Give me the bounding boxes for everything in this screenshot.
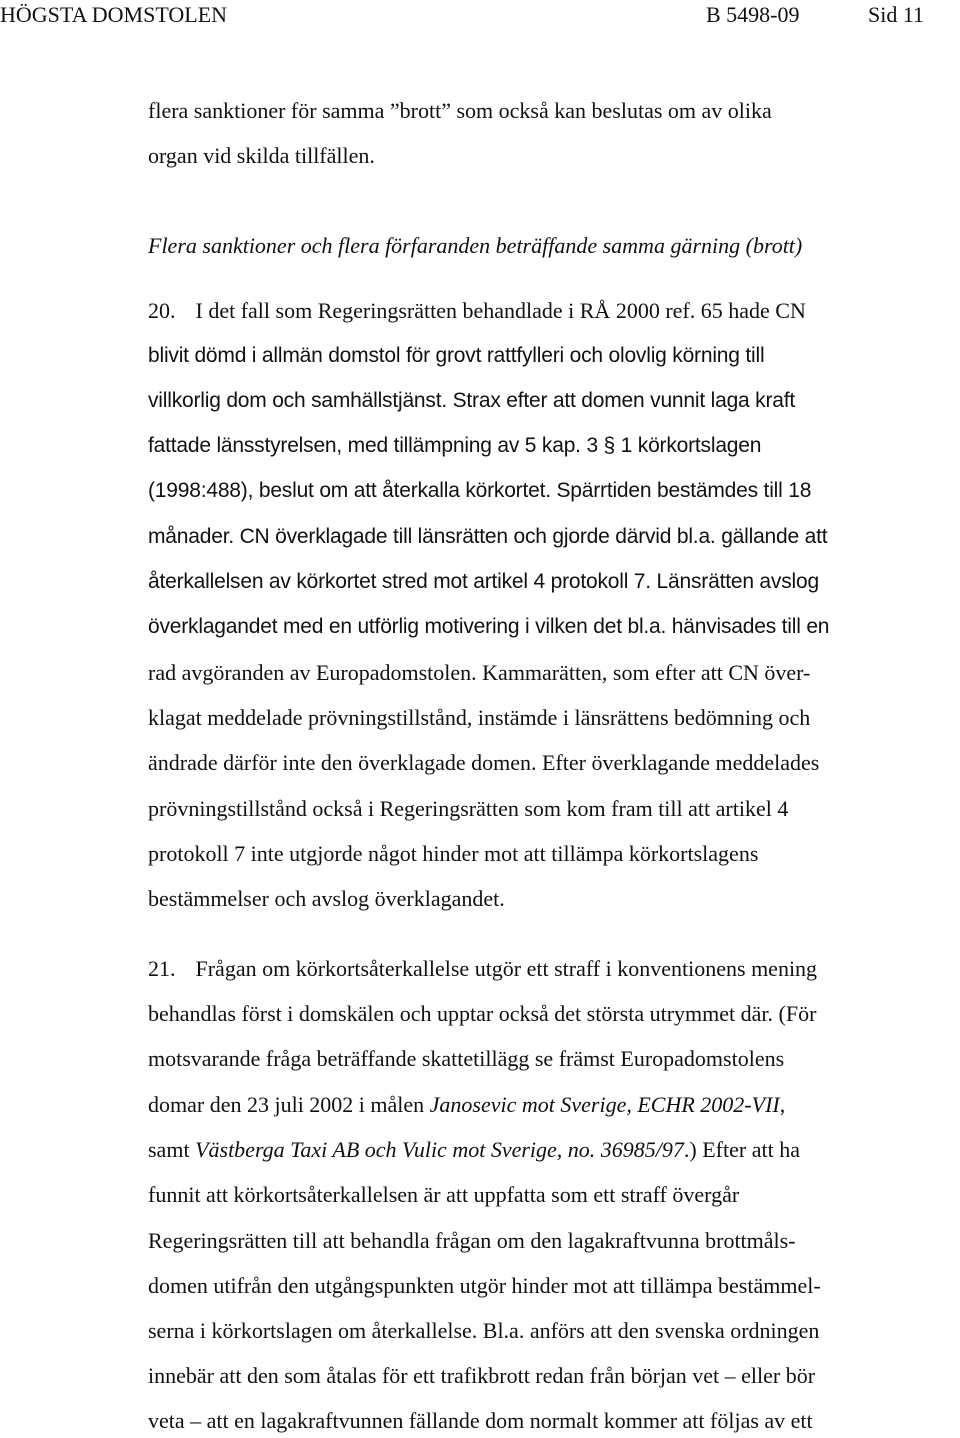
- para-20-number: 20.: [148, 298, 176, 323]
- para-21-number: 21.: [148, 956, 176, 981]
- para-20-first-line: [148, 296, 806, 326]
- para-21-line-4-text: domar den 23 juli 2002 i målen: [148, 1092, 430, 1117]
- intro-line-1: flera sanktioner för samma ”brott” som också kan beslutas om av olika: [148, 98, 772, 123]
- para-20-line-1: I det fall som Regeringsrätten behandlade i RÅ 2000 ref. 65 hade CN: [195, 298, 806, 323]
- para-21-line-9: serna i körkortslagen om återkallelse. Bl.a. anförs att den svenska ordningen: [148, 1318, 820, 1343]
- para-21-line-5: [148, 1135, 800, 1165]
- para-21-line-7: Regeringsrätten till att behandla frågan om den lagakraftvunna brottmåls-: [148, 1228, 796, 1253]
- para-21-line-6: funnit att körkortsåterkallelsen är att uppfatta som ett straff övergår: [148, 1182, 740, 1207]
- para-20-line-8: överklagandet med en utförlig motivering i vilken det bl.a. hänvisades till en: [148, 615, 830, 638]
- case-number: B 5498-09: [706, 2, 800, 27]
- page-number: Sid 11: [868, 2, 925, 27]
- para-21-line-2: behandlas först i domskälen och upptar också det största utrymmet där. (För: [148, 1001, 817, 1026]
- case-citation-janosevic: Janosevic mot Sverige, ECHR 2002-VII: [429, 1092, 780, 1117]
- para-21-line-5-text: samt: [148, 1137, 196, 1162]
- para-20-line-2: blivit dömd i allmän domstol för grovt rattfylleri och olovlig körning till: [148, 344, 765, 367]
- page-header: [0, 0, 960, 30]
- para-21-line-11: veta – att en lagakraftvunnen fällande dom normalt kommer att följas av ett: [148, 1408, 813, 1433]
- para-21-line-8: domen utifrån den utgångspunkten utgör hinder mot att tillämpa bestämmel-: [148, 1273, 821, 1298]
- para-20-line-3: villkorlig dom och samhällstjänst. Strax efter att domen vunnit laga kraft: [148, 389, 795, 412]
- para-20-line-12: prövningstillstånd också i Regeringsrätten som kom fram till att artikel 4: [148, 796, 789, 821]
- section-heading: Flera sanktioner och flera förfaranden beträffande samma gärning (brott): [148, 233, 803, 258]
- para-20-line-7: återkallelsen av körkortet stred mot artikel 4 protokoll 7. Länsrätten avslog: [148, 570, 819, 593]
- para-20-line-14: bestämmelser och avslog överklagandet.: [148, 886, 505, 911]
- para-20-line-5: (1998:488), beslut om att återkalla körkortet. Spärrtiden bestämdes till 18: [148, 479, 812, 502]
- para-20-line-13: protokoll 7 inte utgjorde något hinder mot att tillämpa körkortslagens: [148, 841, 759, 866]
- para-20-line-6: månader. CN överklagade till länsrätten och gjorde därvid bl.a. gällande att: [148, 525, 828, 548]
- para-20-line-11: ändrade därför inte den överklagade domen. Efter överklagande meddelades: [148, 750, 820, 775]
- para-21-first-line: [148, 954, 817, 984]
- para-21-line-4: [148, 1090, 785, 1120]
- court-name: HÖGSTA DOMSTOLEN: [0, 2, 228, 27]
- para-20-line-9: rad avgöranden av Europadomstolen. Kammarätten, som efter att CN över-: [148, 660, 811, 685]
- para-20-line-10: klagat meddelade prövningstillstånd, instämde i länsrättens bedömning och: [148, 705, 811, 730]
- para-21-line-4-end: ,: [779, 1092, 786, 1117]
- para-20-line-4: fattade länsstyrelsen, med tillämpning av 5 kap. 3 § 1 körkortslagen: [148, 434, 762, 457]
- para-21-line-1: Frågan om körkortsåterkallelse utgör ett straff i konventionens mening: [195, 956, 818, 981]
- para-21-line-5-end: .) Efter att ha: [683, 1137, 800, 1162]
- case-citation-vastberga: Västberga Taxi AB och Vulic mot Sverige, no. 36985/97: [195, 1137, 684, 1162]
- intro-line-2: organ vid skilda tillfällen.: [148, 143, 375, 168]
- para-21-line-10: innebär att den som åtalas för ett trafikbrott redan från början vet – eller bör: [148, 1363, 816, 1388]
- para-21-line-3: motsvarande fråga beträffande skattetillägg se främst Europadomstolens: [148, 1046, 785, 1071]
